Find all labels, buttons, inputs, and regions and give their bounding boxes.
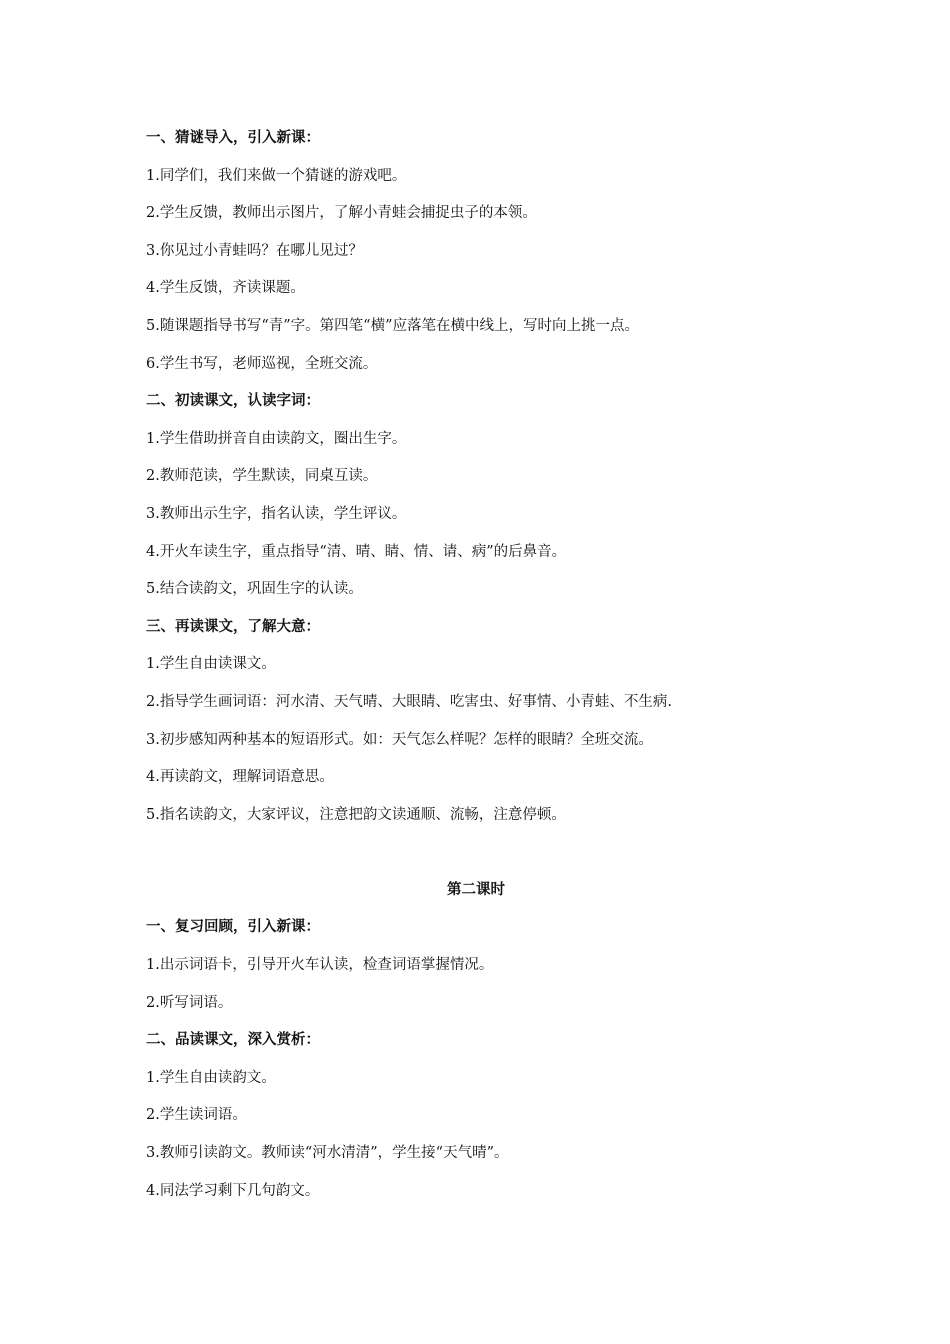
section-heading: 二、品读课文，深入赏析： bbox=[146, 1031, 320, 1049]
document-body bbox=[146, 127, 806, 1217]
list-item: 4.再读韵文，理解词语意思。 bbox=[146, 769, 334, 786]
list-item: 4.学生反馈，齐读课题。 bbox=[146, 280, 305, 297]
section-heading: 三、再读课文，了解大意： bbox=[146, 617, 320, 635]
list-item: 1.学生自由读课文。 bbox=[146, 656, 276, 673]
list-item: 2.教师范读，学生默读，同桌互读。 bbox=[146, 468, 378, 485]
list-item: 3.你见过小青蛙吗？在哪儿见过？ bbox=[146, 242, 363, 259]
list-item: 1.出示词语卡，引导开火车认读，检查词语掌握情况。 bbox=[146, 957, 494, 974]
list-item: 4.开火车读生字，重点指导“清、晴、睛、情、请、病”的后鼻音。 bbox=[146, 543, 567, 560]
list-item: 5.随课题指导书写“青”字。第四笔“横”应落笔在横中线上，写时向上挑一点。 bbox=[146, 317, 639, 334]
list-item: 1.学生自由读韵文。 bbox=[146, 1069, 276, 1086]
list-item: 5.结合读韵文，巩固生字的认读。 bbox=[146, 581, 363, 598]
list-item: 6.学生书写，老师巡视，全班交流。 bbox=[146, 355, 378, 372]
list-item: 2.指导学生画词语：河水清、天气晴、大眼睛、吃害虫、好事情、小青蛙、不生病. bbox=[146, 693, 672, 710]
list-item: 3.初步感知两种基本的短语形式。如：天气怎么样呢？怎样的眼睛？全班交流。 bbox=[146, 731, 653, 748]
list-item: 2.学生反馈，教师出示图片，了解小青蛙会捕捉虫子的本领。 bbox=[146, 205, 537, 222]
list-item: 3.教师出示生字，指名认读，学生评议。 bbox=[146, 505, 407, 522]
section-heading: 一、猜谜导入，引入新课： bbox=[146, 129, 320, 146]
list-item: 5.指名读韵文，大家评议，注意把韵文读通顺、流畅，注意停顿。 bbox=[146, 806, 566, 823]
section-heading: 二、初读课文，认读字词： bbox=[146, 392, 320, 410]
list-item: 2.听写词语。 bbox=[146, 994, 233, 1011]
list-item: 2.学生读词语。 bbox=[146, 1107, 247, 1124]
list-item: 1.同学们，我们来做一个猜谜的游戏吧。 bbox=[146, 167, 407, 184]
lesson-title: 第二课时 bbox=[447, 880, 505, 898]
list-item: 1.学生借助拼音自由读韵文，圈出生字。 bbox=[146, 430, 407, 447]
spacer bbox=[146, 841, 806, 879]
list-item: 3.教师引读韵文。教师读“河水清清”，学生接“天气晴”。 bbox=[146, 1145, 509, 1162]
section-heading: 一、复习回顾，引入新课： bbox=[146, 918, 320, 936]
list-item: 4.同法学习剩下几句韵文。 bbox=[146, 1182, 320, 1199]
